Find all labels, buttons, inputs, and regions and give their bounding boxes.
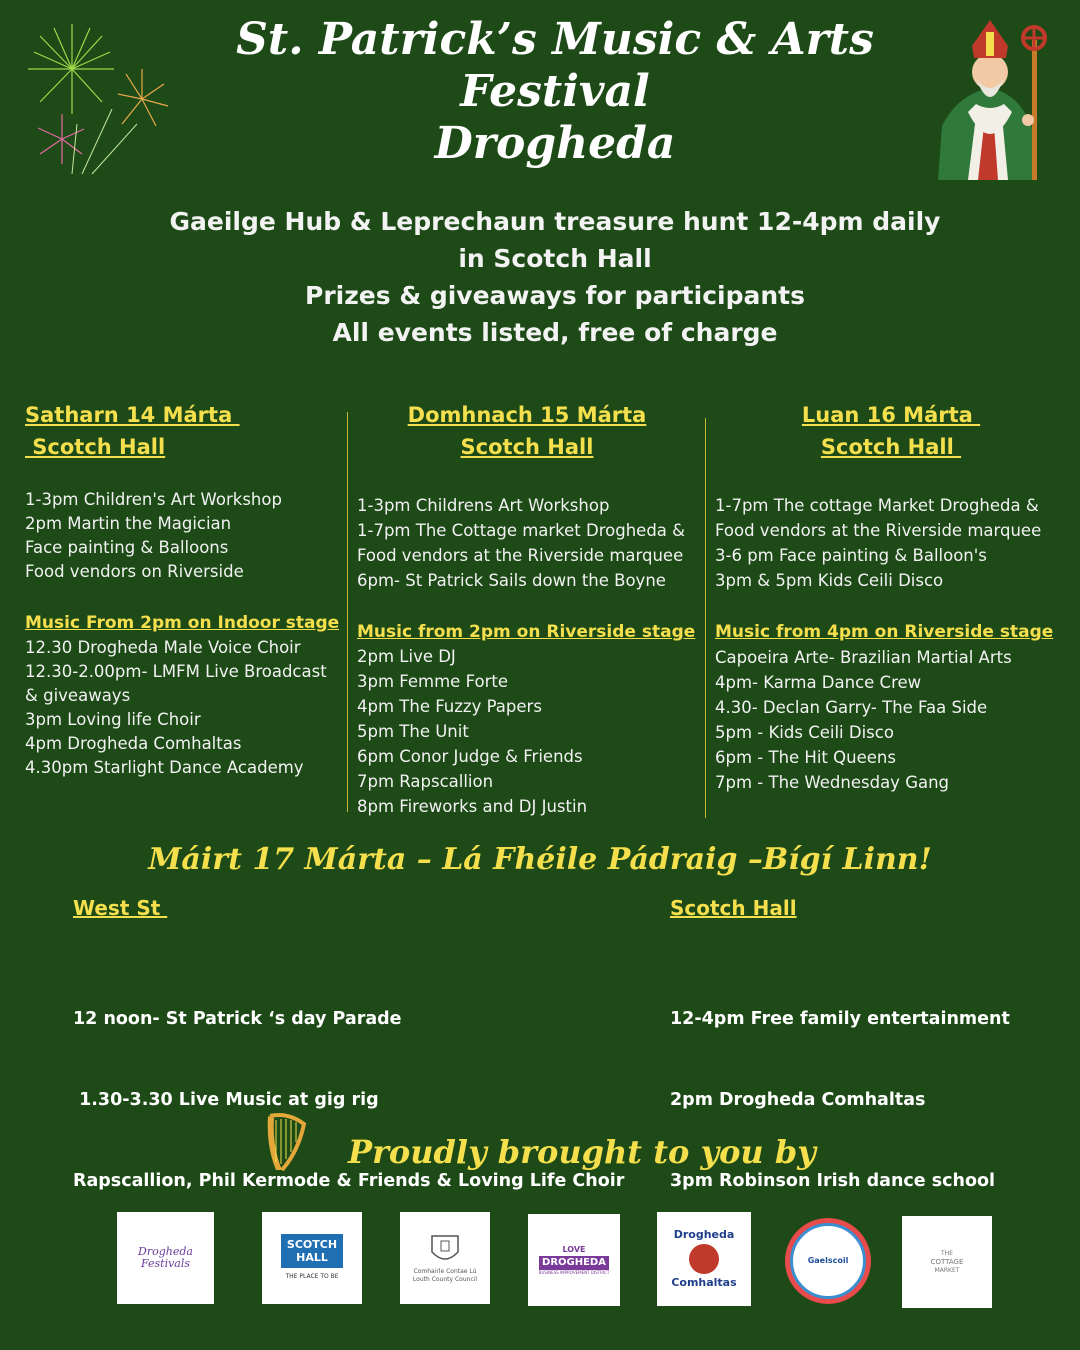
music-item: 6pm Conor Judge & Friends [357, 747, 583, 766]
west-st-events [73, 952, 624, 1222]
paddys-event-item: 3pm Robinson Irish dance school [670, 1171, 996, 1191]
intro-line: in Scotch Hall [458, 244, 652, 273]
music-item: 8pm Fireworks and DJ Justin [357, 797, 588, 816]
title-line: Drogheda [434, 118, 676, 169]
paddys-event-item: Rapscallion, Phil Kermode & Friends & Loving Life Choir [73, 1171, 625, 1191]
music-item: 7pm Rapscallion [357, 772, 494, 791]
paddys-event-item: 12-4pm Free family entertainment [670, 1009, 1010, 1029]
love-drogheda-logo [528, 1214, 620, 1306]
music-item: 12.30-2.00pm- LMFM Live Broadcast [25, 662, 327, 681]
logo-text: LOVE [562, 1245, 586, 1254]
logo-text: Comhaltas [671, 1276, 737, 1289]
event-item: Food vendors at the Riverside marquee [357, 546, 684, 565]
fireworks-icon [22, 14, 172, 179]
day-heading [357, 399, 697, 463]
scotch-hall-heading: Scotch Hall [670, 896, 797, 920]
event-item: 1-7pm The cottage Market Drogheda & [715, 496, 1039, 515]
music-item: 3pm Loving life Choir [25, 710, 201, 729]
event-item: 1-3pm Childrens Art Workshop [357, 496, 610, 515]
day-heading-line: Scotch Hall [460, 435, 594, 459]
music-list [357, 644, 587, 819]
day-events [357, 493, 685, 593]
intro-line: Gaeilge Hub & Leprechaun treasure hunt 12-4pm daily [169, 207, 941, 236]
comhaltas-emblem-icon [689, 1244, 719, 1274]
music-item: 4pm Drogheda Comhaltas [25, 734, 242, 753]
louth-council-logo [400, 1212, 490, 1304]
festival-title [200, 14, 910, 170]
music-heading: Music from 4pm on Riverside stage [715, 622, 1054, 642]
event-item: 3-6 pm Face painting & Balloon's [715, 546, 987, 565]
intro-block [120, 203, 990, 351]
day-heading-line: Satharn 14 Márta [25, 403, 240, 427]
music-list [715, 645, 1012, 795]
logo-text: Comhairle Contae Lú [413, 1268, 477, 1275]
title-line: St. Patrick’s Music & Arts [236, 14, 874, 65]
event-item: 1-7pm The Cottage market Drogheda & [357, 521, 686, 540]
music-item: 4pm- Karma Dance Crew [715, 673, 922, 692]
music-heading: Music From 2pm on Indoor stage [25, 613, 340, 633]
logo-text: HALL [296, 1250, 328, 1264]
logo-text: Gaelscoil [807, 1256, 849, 1265]
music-item: 12.30 Drogheda Male Voice Choir [25, 638, 301, 657]
event-item: 3pm & 5pm Kids Ceili Disco [715, 571, 944, 590]
event-item: 6pm- St Patrick Sails down the Boyne [357, 571, 666, 590]
logo-text: Louth County Council [412, 1276, 478, 1283]
paddys-event-item: 2pm Drogheda Comhaltas [670, 1090, 926, 1110]
scotch-hall-logo [262, 1212, 362, 1304]
event-item: Food vendors at the Riverside marquee [715, 521, 1042, 540]
intro-line: All events listed, free of charge [332, 318, 778, 347]
music-list [25, 636, 327, 780]
harp-icon [262, 1112, 308, 1174]
drogheda-comhaltas-logo [657, 1212, 751, 1306]
music-item: 4.30pm Starlight Dance Academy [25, 758, 304, 777]
event-item: Food vendors on Riverside [25, 562, 244, 581]
day-heading-line: Luan 16 Márta [801, 403, 981, 427]
day-events [25, 488, 282, 584]
logo-text: MARKET [934, 1266, 960, 1274]
logo-text: Drogheda Festivals [138, 1245, 193, 1270]
column-divider [705, 418, 706, 818]
logo-subtext: BUSINESS IMPROVEMENT DISTRICT [538, 1270, 610, 1275]
paddys-event-item: 12 noon- St Patrick ‘s day Parade [73, 1009, 402, 1029]
day-heading-line: Scotch Hall [25, 435, 166, 459]
intro-line: Prizes & giveaways for participants [305, 281, 805, 310]
saint-patrick-icon [928, 16, 1056, 180]
event-item: 2pm Martin the Magician [25, 514, 232, 533]
cottage-market-logo [902, 1216, 992, 1308]
scotch-hall-events [670, 952, 1010, 1222]
paddys-day-heading: Máirt 17 Márta – Lá Fhéile Pádraig –Bígí Linn! [148, 842, 932, 877]
day-heading [25, 399, 240, 463]
music-item: 2pm Live DJ [357, 647, 456, 666]
title-line: Festival [460, 66, 650, 117]
event-item: Face painting & Balloons [25, 538, 229, 557]
day-heading-line: Domhnach 15 Márta [407, 403, 647, 427]
music-item: Capoeira Arte- Brazilian Martial Arts [715, 648, 1012, 667]
event-item: 1-3pm Children's Art Workshop [25, 490, 282, 509]
day-heading-line: Scotch Hall [820, 435, 962, 459]
logo-text: Drogheda [673, 1228, 735, 1241]
music-heading: Music from 2pm on Riverside stage [357, 622, 696, 642]
gaelscoil-logo [782, 1216, 874, 1306]
council-crest-icon [428, 1232, 462, 1268]
logo-text: SCOTCH [286, 1237, 338, 1251]
music-item: 5pm - Kids Ceili Disco [715, 723, 894, 742]
logo-text: DROGHEDA [539, 1256, 609, 1270]
logo-text: COTTAGE [930, 1257, 964, 1266]
music-item: 3pm Femme Forte [357, 672, 508, 691]
music-item: 5pm The Unit [357, 722, 469, 741]
music-item: 4.30- Declan Garry- The Faa Side [715, 698, 988, 717]
day-heading [720, 399, 1062, 463]
day-events [715, 493, 1041, 593]
music-item: 4pm The Fuzzy Papers [357, 697, 542, 716]
music-item: 7pm - The Wednesday Gang [715, 773, 950, 792]
west-st-heading: West St [73, 896, 168, 920]
proudly-brought-heading: Proudly brought to you by [348, 1133, 816, 1171]
music-item: & giveaways [25, 686, 131, 705]
logo-tagline: THE PLACE TO BE [285, 1272, 339, 1280]
logo-text: THE [941, 1249, 953, 1257]
column-divider [347, 412, 348, 812]
drogheda-festivals-logo [117, 1212, 214, 1304]
music-item: 6pm - The Hit Queens [715, 748, 896, 767]
paddys-event-item: 1.30-3.30 Live Music at gig rig [73, 1090, 379, 1110]
